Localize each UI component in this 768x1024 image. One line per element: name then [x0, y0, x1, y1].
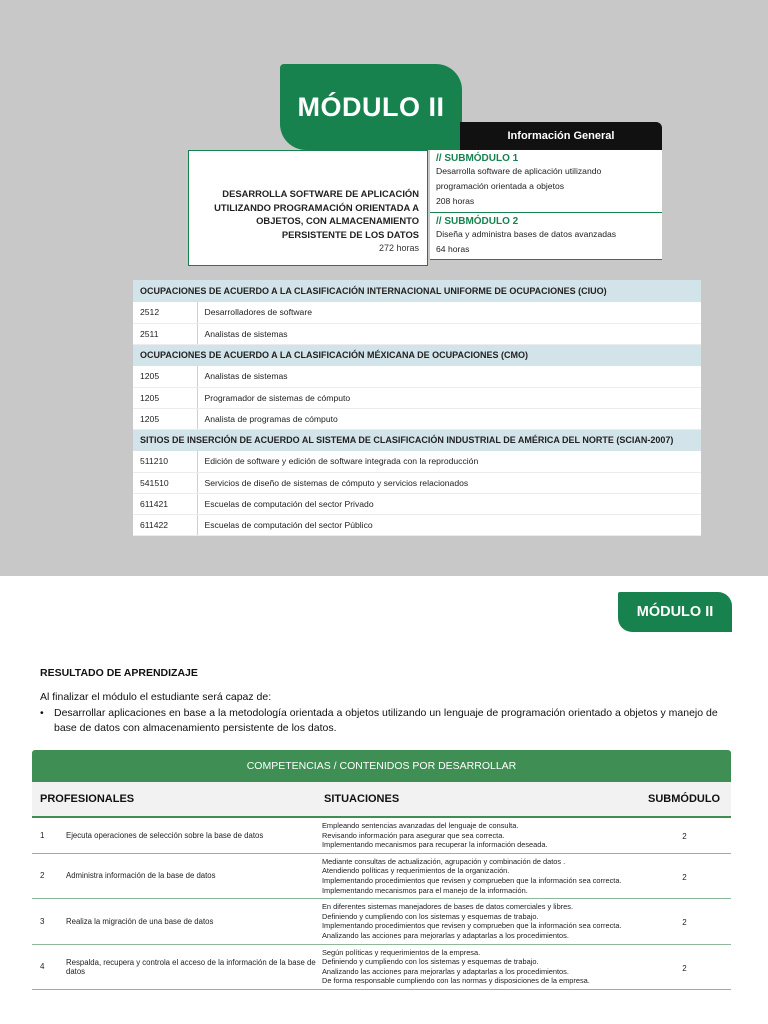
situacion-line: Empleando sentencias avanzadas del lenguaje de consulta.	[322, 821, 519, 830]
row-number: 1	[32, 818, 60, 853]
competencia-submodulo: 2	[638, 899, 731, 944]
competencia-situaciones	[318, 899, 638, 944]
submodule-2	[430, 212, 662, 257]
module-title: DESARROLLA SOFTWARE DE APLICACIÓN UTILIZANDO PROGRAMACIÓN ORIENTADA A OBJETOS, CON ALMACENAMIENTO PERSISTENTE DE LOS DATOS	[214, 188, 419, 240]
module-label: MÓDULO II	[636, 604, 714, 620]
submodule-1	[430, 150, 662, 212]
table-row	[133, 472, 701, 493]
occupations-table	[133, 280, 701, 536]
table-row	[133, 387, 701, 408]
table-row	[133, 451, 701, 472]
module-tab	[618, 592, 732, 632]
column-header-submodulo: SUBMÓDULO	[648, 793, 721, 805]
situacion-line: Implementando mecanismos para recuperar la información deseada.	[322, 840, 548, 850]
occupation-code: 511210	[133, 451, 197, 472]
occupation-code: 1205	[133, 408, 197, 429]
module-hours: 272 horas	[378, 243, 419, 253]
occupation-code: 611421	[133, 493, 197, 514]
situacion-line: Implementando procedimientos que revisen y comprueben que la información sea correcta.	[322, 875, 622, 885]
submodule-2-description: Diseña y administra bases de datos avanzadas	[436, 229, 617, 239]
competencias-header: COMPETENCIAS / CONTENIDOS POR DESARROLLAR	[32, 750, 731, 782]
submodule-1-hours: 208 horas	[436, 196, 475, 206]
competencia-situaciones	[318, 853, 638, 898]
column-header-profesionales: PROFESIONALES	[40, 793, 135, 805]
situacion-line: Según políticas y requerimientos de la empresa.	[322, 947, 481, 957]
situacion-line: De forma responsable cumpliendo con las normas y disposiciones de la empresa.	[322, 976, 590, 986]
table-row	[133, 514, 701, 535]
occupation-name: Analistas de sistemas	[197, 323, 701, 344]
competencia-situaciones	[318, 944, 638, 989]
situacion-line: Implementando procedimientos que revisen y comprueben que la información sea correcta.	[322, 921, 622, 931]
competencias-table	[32, 818, 731, 990]
occupation-code: 2511	[133, 323, 197, 344]
scian-heading: SITIOS DE INSERCIÓN DE ACUERDO AL SISTEMA DE CLASIFICACIÓN INDUSTRIAL DE AMÉRICA DEL NORTE (SCIAN-2007)	[133, 429, 701, 451]
situacion-line: Mediante consultas de actualización, agrupación y combinación de datos .	[322, 856, 566, 866]
module-tab	[280, 64, 462, 150]
situacion-line: Atendiendo políticas y requerimientos de la organización.	[322, 866, 510, 876]
occupations-heading	[133, 344, 701, 366]
module-label: MÓDULO II	[297, 91, 445, 122]
competencia-profesional: Respalda, recupera y controla el acceso de la información de la base de datos	[60, 944, 318, 989]
occupation-name: Escuelas de computación del sector Público	[197, 514, 701, 535]
competencias-column-headers	[32, 782, 731, 818]
occupation-code: 1205	[133, 366, 197, 387]
occupation-name: Analistas de sistemas	[197, 366, 701, 387]
situacion-line: Analizando las acciones para mejorarlas y adaptarlas a los procedimientos.	[322, 966, 569, 976]
table-row	[133, 323, 701, 344]
table-row	[133, 408, 701, 429]
table-row	[133, 366, 701, 387]
situacion-line: En diferentes sistemas manejadores de bases de datos comerciales y libres.	[322, 902, 573, 912]
table-row	[32, 944, 731, 989]
competencia-profesional: Realiza la migración de una base de datos	[60, 899, 318, 944]
table-row	[133, 302, 701, 323]
info-general-bar: Información General	[460, 122, 662, 150]
occupation-name: Escuelas de computación del sector Privado	[197, 493, 701, 514]
situacion-line: Implementando mecanismos para el manejo de la información.	[322, 885, 528, 895]
learning-outcome-bullet	[40, 706, 740, 736]
situacion-line: Analizando las acciones para mejorarlas y adaptarlas a los procedimientos.	[322, 930, 569, 940]
row-number: 2	[32, 853, 60, 898]
submodule-2-label: // SUBMÓDULO 2	[436, 216, 519, 227]
occupation-code: 1205	[133, 387, 197, 408]
occupation-name: Programador de sistemas de cómputo	[197, 387, 701, 408]
row-number: 3	[32, 899, 60, 944]
occupations-heading	[133, 429, 701, 451]
occupation-name: Desarrolladores de software	[197, 302, 701, 323]
submodules-box	[430, 150, 662, 260]
table-row	[133, 493, 701, 514]
competencia-submodulo: 2	[638, 818, 731, 853]
situacion-line: Definiendo y cumpliendo con los sistemas y esquemas de trabajo.	[322, 911, 539, 921]
learning-outcome-title: RESULTADO DE APRENDIZAJE	[40, 667, 198, 679]
row-number: 4	[32, 944, 60, 989]
submodule-2-hours: 64 horas	[436, 244, 470, 254]
occupation-name: Servicios de diseño de sistemas de cómputo y servicios relacionados	[197, 472, 701, 493]
table-row	[32, 853, 731, 898]
competencia-profesional: Administra información de la base de datos	[60, 853, 318, 898]
cmo-heading: OCUPACIONES DE ACUERDO A LA CLASIFICACIÓN MÉXICANA DE OCUPACIONES (CMO)	[133, 344, 701, 366]
table-row	[32, 899, 731, 944]
occupation-code: 2512	[133, 302, 197, 323]
occupation-code: 611422	[133, 514, 197, 535]
occupation-name: Analista de programas de cómputo	[197, 408, 701, 429]
occupation-code: 541510	[133, 472, 197, 493]
situacion-line: Definiendo y cumpliendo con los sistemas y esquemas de trabajo.	[322, 957, 539, 967]
situacion-line: Revisando información para asegurar que sea correcta.	[322, 830, 505, 840]
submodule-1-description: Desarrolla software de aplicación utilizando programación orientada a objetos	[436, 166, 602, 191]
page-learning-outcomes	[0, 576, 768, 1024]
bullet-icon: •	[40, 707, 44, 719]
competencia-submodulo: 2	[638, 853, 731, 898]
table-row	[32, 818, 731, 853]
learning-outcome-intro: Al finalizar el módulo el estudiante será capaz de:	[40, 691, 272, 703]
learning-outcome-text: Desarrollar aplicaciones en base a la metodología orientada a objetos utilizando un lenguaje de programación orientado a objetos y manejo de base de datos con almacenamiento persistente de los datos.	[54, 707, 718, 734]
competencia-submodulo: 2	[638, 944, 731, 989]
submodule-1-label: // SUBMÓDULO 1	[436, 153, 519, 164]
occupation-name: Edición de software y edición de software integrada con la reproducción	[197, 451, 701, 472]
column-header-situaciones: SITUACIONES	[324, 793, 400, 805]
competencia-situaciones	[318, 818, 638, 853]
ciuo-heading: OCUPACIONES DE ACUERDO A LA CLASIFICACIÓN INTERNACIONAL UNIFORME DE OCUPACIONES (CIUO)	[133, 280, 701, 302]
occupations-heading	[133, 280, 701, 302]
competencia-profesional: Ejecuta operaciones de selección sobre la base de datos	[60, 818, 318, 853]
module-title-box	[188, 150, 428, 266]
